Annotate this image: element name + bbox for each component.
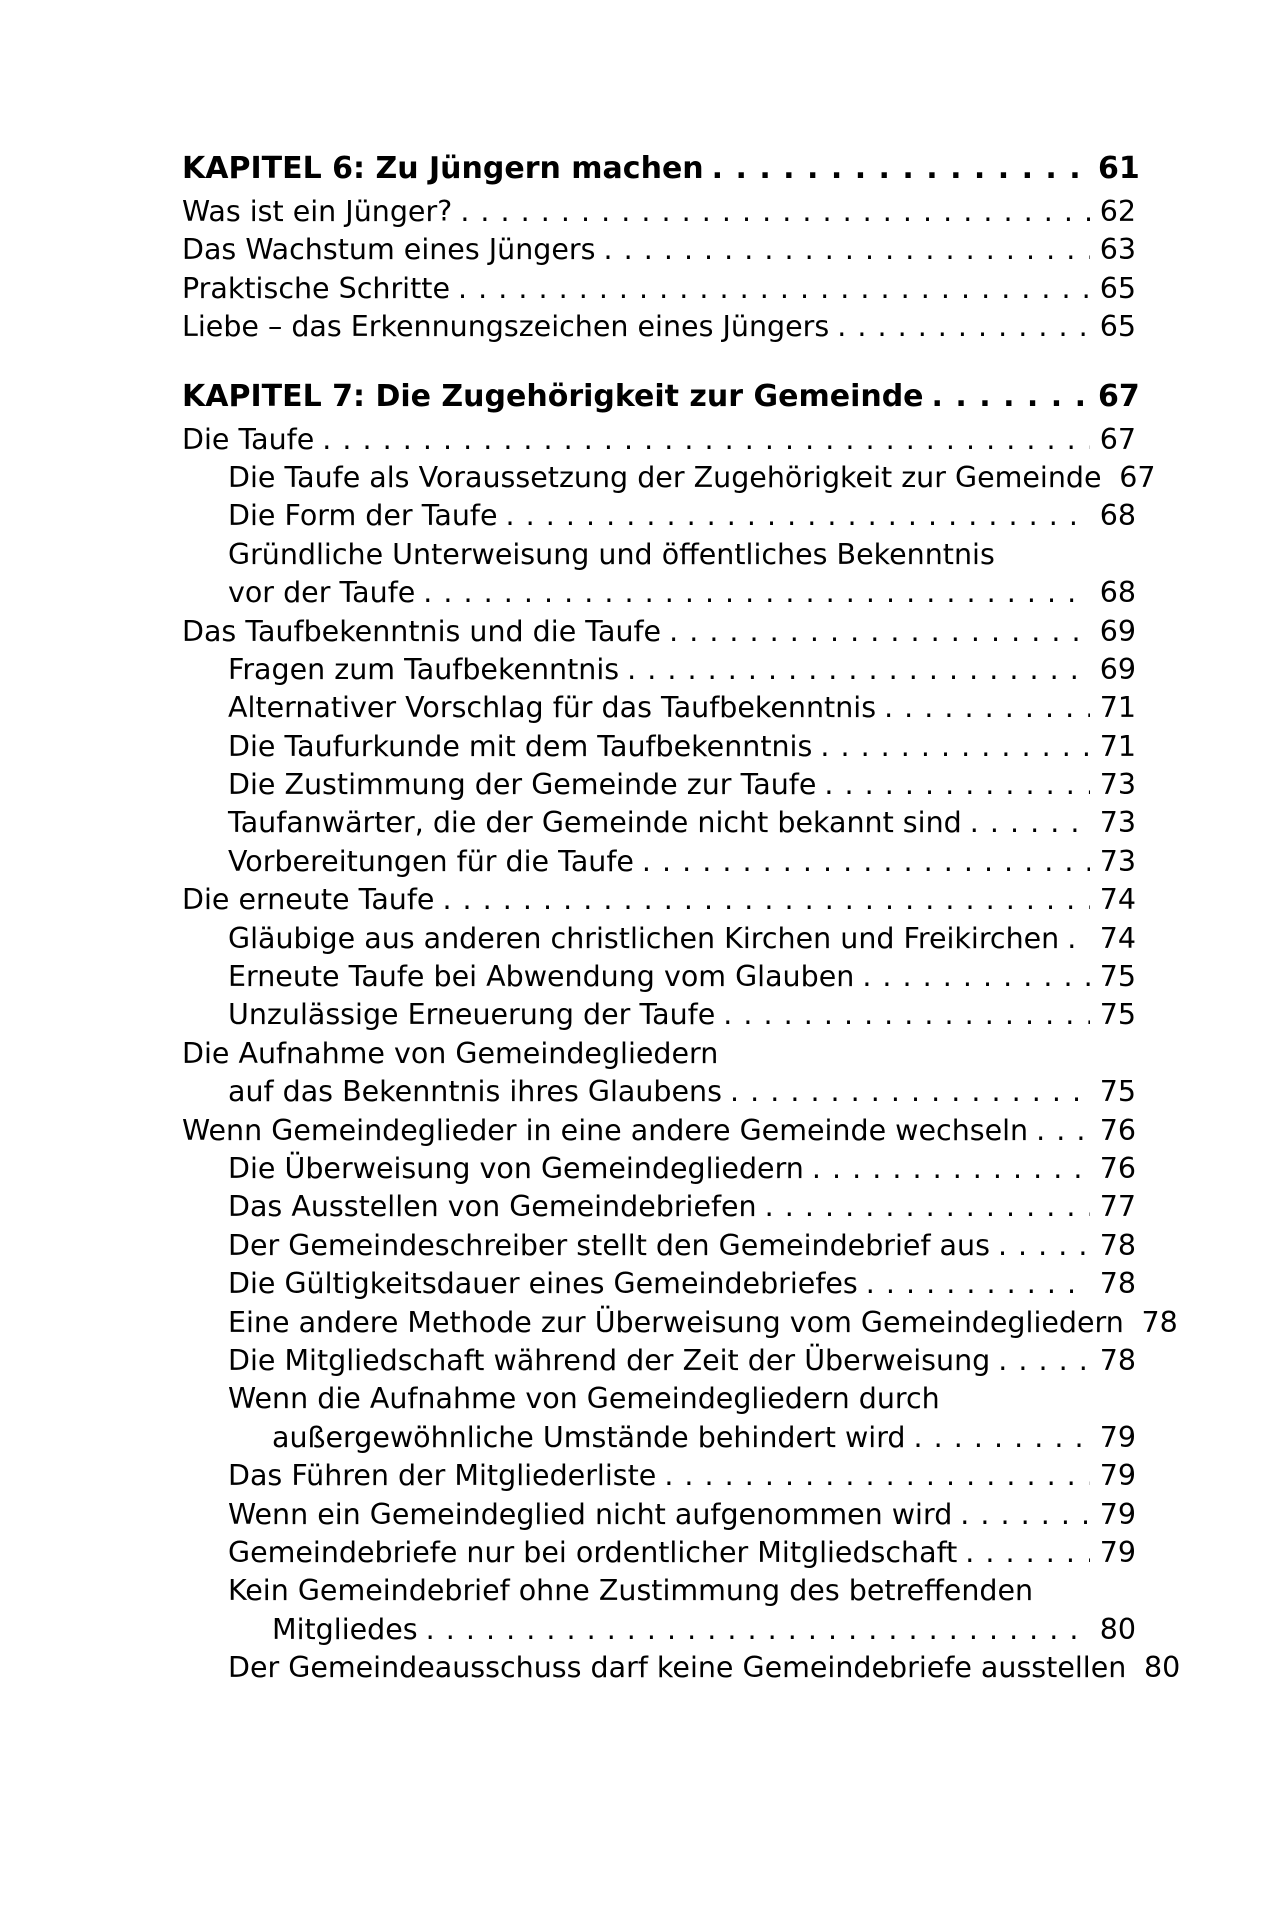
dot-leader bbox=[824, 766, 1090, 804]
toc-entry bbox=[182, 1572, 1136, 1610]
toc-entry bbox=[182, 1073, 1136, 1111]
toc-entry bbox=[182, 1380, 1136, 1418]
toc-entry bbox=[182, 421, 1136, 459]
toc-entry bbox=[182, 1265, 1136, 1303]
toc-entry bbox=[182, 193, 1136, 231]
toc-page-number: 63 bbox=[1099, 233, 1136, 267]
toc-entry-title: Das Führen der Mitgliederliste bbox=[228, 1459, 657, 1493]
dot-leader bbox=[458, 270, 1090, 308]
dot-leader bbox=[730, 1073, 1090, 1111]
toc-entry-title: Das Ausstellen von Gemeindebriefen bbox=[228, 1190, 757, 1224]
toc-entry-title: Erneute Taufe bei Abwendung vom Glauben bbox=[228, 960, 855, 994]
toc-page-number: 69 bbox=[1099, 652, 1136, 686]
dot-leader bbox=[627, 651, 1090, 689]
toc-entry-title: Gründliche Unterweisung und öffentliches Bekenntnis bbox=[228, 537, 995, 571]
toc-entry-title: Die Zustimmung der Gemeinde zur Taufe bbox=[228, 768, 817, 802]
dot-leader bbox=[460, 193, 1090, 231]
toc-entry bbox=[182, 1611, 1136, 1649]
dot-leader bbox=[837, 308, 1090, 346]
toc-entry-title: Gläubige aus anderen christlichen Kirchen und Freikirchen bbox=[228, 921, 1060, 955]
toc-page-number: 75 bbox=[1099, 960, 1136, 994]
dot-leader bbox=[712, 148, 1090, 190]
toc-page-number: 76 bbox=[1099, 1151, 1136, 1185]
toc-entry-title: Vorbereitungen für die Taufe bbox=[228, 844, 634, 878]
dot-leader bbox=[914, 1419, 1090, 1457]
toc-entry-title: Die Taufe als Voraussetzung der Zugehörigkeit zur Gemeinde bbox=[228, 460, 1102, 494]
toc-chapter-entry bbox=[182, 148, 1140, 190]
toc-page-number: 75 bbox=[1099, 1075, 1136, 1109]
toc-page-number: 78 bbox=[1099, 1343, 1136, 1377]
dot-leader bbox=[765, 1188, 1090, 1226]
toc-page-number: 78 bbox=[1099, 1267, 1136, 1301]
toc-entry bbox=[182, 1534, 1136, 1572]
dot-leader bbox=[862, 958, 1090, 996]
dot-leader bbox=[603, 231, 1090, 269]
dot-leader bbox=[1036, 1112, 1090, 1150]
toc-page-number: 79 bbox=[1099, 1420, 1136, 1454]
dot-leader bbox=[812, 1150, 1090, 1188]
toc-page-number: 68 bbox=[1099, 499, 1136, 533]
toc-page-number: 80 bbox=[1144, 1651, 1181, 1685]
toc-entry-title: Taufanwärter, die der Gemeinde nicht bekannt sind bbox=[228, 806, 962, 840]
toc-entry-title: Die Taufurkunde mit dem Taufbekenntnis bbox=[228, 729, 813, 763]
toc-page-number: 78 bbox=[1099, 1228, 1136, 1262]
dot-leader bbox=[884, 689, 1090, 727]
toc-entry bbox=[182, 881, 1136, 919]
toc-entry-title: Die Aufnahme von Gemeindegliedern bbox=[182, 1036, 719, 1070]
toc-entry-title: Wenn die Aufnahme von Gemeindegliedern durch bbox=[228, 1382, 940, 1416]
toc-entry bbox=[182, 1649, 1181, 1687]
toc-entry bbox=[182, 804, 1136, 842]
toc-entry bbox=[182, 613, 1136, 651]
toc-entry-title: Der Gemeindeschreiber stellt den Gemeindebrief aus bbox=[228, 1228, 990, 1262]
toc-entry-title: Das Taufbekenntnis und die Taufe bbox=[182, 614, 662, 648]
toc-entry-title: Liebe – das Erkennungszeichen eines Jüngers bbox=[182, 310, 830, 344]
toc-page-number: 67 bbox=[1098, 378, 1140, 414]
dot-leader bbox=[423, 574, 1090, 612]
toc-page-number: 78 bbox=[1141, 1305, 1178, 1339]
toc-chapter-entry bbox=[182, 376, 1140, 418]
toc-entry-title: Mitgliedes bbox=[272, 1612, 418, 1646]
toc-entry-title: KAPITEL 7: Die Zugehörigkeit zur Gemeinde bbox=[182, 378, 924, 414]
dot-leader bbox=[669, 613, 1090, 651]
toc-entry bbox=[182, 689, 1136, 727]
toc-page-number: 76 bbox=[1099, 1113, 1136, 1147]
toc-entry bbox=[182, 1227, 1136, 1265]
toc-entry bbox=[182, 1496, 1136, 1534]
toc-page-number: 65 bbox=[1099, 310, 1136, 344]
dot-leader bbox=[998, 1227, 1090, 1265]
dot-leader bbox=[442, 881, 1090, 919]
toc-page-number: 80 bbox=[1099, 1612, 1136, 1646]
dot-leader bbox=[1067, 920, 1090, 958]
toc-entry bbox=[182, 497, 1136, 535]
dot-leader bbox=[998, 1342, 1090, 1380]
toc-entry bbox=[182, 1035, 1136, 1073]
dot-leader bbox=[322, 421, 1090, 459]
toc-entry-title: Die Überweisung von Gemeindegliedern bbox=[228, 1151, 804, 1185]
toc-entry bbox=[182, 1188, 1136, 1226]
toc-entry-title: Gemeindebriefe nur bei ordentlicher Mitgliedschaft bbox=[228, 1535, 958, 1569]
toc-entry-title: Eine andere Methode zur Überweisung vom Gemeindegliedern bbox=[228, 1305, 1124, 1339]
toc-entry-title: Der Gemeindeausschuss darf keine Gemeindebriefe ausstellen bbox=[228, 1651, 1127, 1685]
toc-entry-title: Was ist ein Jünger? bbox=[182, 195, 453, 228]
toc-page-number: 68 bbox=[1099, 576, 1136, 610]
toc-page-number: 79 bbox=[1099, 1535, 1136, 1569]
dot-leader bbox=[970, 804, 1090, 842]
dot-leader bbox=[723, 996, 1090, 1034]
toc-page-number: 73 bbox=[1099, 768, 1136, 802]
toc-entry bbox=[182, 270, 1136, 308]
toc-page-number: 74 bbox=[1099, 883, 1136, 917]
toc-page-number: 73 bbox=[1099, 806, 1136, 840]
dot-leader bbox=[820, 728, 1090, 766]
toc-page-number: 79 bbox=[1099, 1497, 1136, 1531]
toc-entry bbox=[182, 308, 1136, 346]
toc-entry bbox=[182, 996, 1136, 1034]
toc-page-number: 73 bbox=[1099, 844, 1136, 878]
toc-entry bbox=[182, 459, 1156, 497]
dot-leader bbox=[642, 843, 1090, 881]
toc-page-number: 75 bbox=[1099, 998, 1136, 1032]
dot-leader bbox=[664, 1457, 1090, 1495]
toc-page-number: 79 bbox=[1099, 1459, 1136, 1493]
toc-page-number: 67 bbox=[1099, 422, 1136, 456]
dot-leader bbox=[426, 1611, 1090, 1649]
toc-entry-title: Die Gültigkeitsdauer eines Gemeindebriefes bbox=[228, 1267, 858, 1301]
toc-entry-title: außergewöhnliche Umstände behindert wird bbox=[272, 1420, 906, 1454]
toc-entry-title: Die Form der Taufe bbox=[228, 499, 498, 533]
toc-entry-title: Die erneute Taufe bbox=[182, 883, 435, 917]
toc-entry bbox=[182, 1419, 1136, 1457]
toc-entry-title: Das Wachstum eines Jüngers bbox=[182, 233, 596, 267]
table-of-contents bbox=[182, 148, 1181, 1687]
toc-entry-title: Fragen zum Taufbekenntnis bbox=[228, 652, 620, 686]
toc-page-number: 71 bbox=[1099, 729, 1136, 763]
toc-entry-title: Wenn Gemeindeglieder in eine andere Gemeinde wechseln bbox=[182, 1113, 1029, 1147]
toc-entry-title: vor der Taufe bbox=[228, 576, 416, 610]
toc-page-number: 67 bbox=[1119, 460, 1156, 494]
dot-leader bbox=[506, 497, 1091, 535]
toc-entry bbox=[182, 651, 1136, 689]
toc-page-number: 65 bbox=[1099, 271, 1136, 305]
toc-entry bbox=[182, 231, 1136, 269]
toc-entry bbox=[182, 1304, 1178, 1342]
toc-entry-title: KAPITEL 6: Zu Jüngern machen bbox=[182, 151, 704, 186]
toc-entry bbox=[182, 958, 1136, 996]
dot-leader bbox=[932, 376, 1090, 418]
toc-entry bbox=[182, 574, 1136, 612]
toc-entry bbox=[182, 920, 1136, 958]
toc-entry-title: Praktische Schritte bbox=[182, 271, 450, 305]
toc-page-number: 62 bbox=[1099, 195, 1136, 228]
toc-page-number: 69 bbox=[1099, 614, 1136, 648]
toc-entry-title: Unzulässige Erneuerung der Taufe bbox=[228, 998, 716, 1032]
toc-page-number: 74 bbox=[1099, 921, 1136, 955]
toc-entry bbox=[182, 1150, 1136, 1188]
toc-entry-title: Die Mitgliedschaft während der Zeit der Überweisung bbox=[228, 1343, 991, 1377]
toc-entry bbox=[182, 1112, 1136, 1150]
toc-page-number: 61 bbox=[1098, 151, 1140, 186]
toc-entry-title: Wenn ein Gemeindeglied nicht aufgenommen wird bbox=[228, 1497, 953, 1531]
dot-leader bbox=[866, 1265, 1090, 1303]
toc-entry-title: Die Taufe bbox=[182, 422, 315, 456]
toc-page-number: 77 bbox=[1099, 1190, 1136, 1224]
toc-entry bbox=[182, 1342, 1136, 1380]
dot-leader bbox=[965, 1534, 1090, 1572]
toc-entry-title: auf das Bekenntnis ihres Glaubens bbox=[228, 1075, 722, 1109]
toc-entry bbox=[182, 1457, 1136, 1495]
toc-entry bbox=[182, 766, 1136, 804]
toc-entry-title: Alternativer Vorschlag für das Taufbekenntnis bbox=[228, 691, 877, 725]
toc-entry-title: Kein Gemeindebrief ohne Zustimmung des betreffenden bbox=[228, 1574, 1034, 1608]
toc-entry bbox=[182, 843, 1136, 881]
dot-leader bbox=[960, 1496, 1090, 1534]
toc-entry bbox=[182, 536, 1136, 574]
toc-page-number: 71 bbox=[1099, 691, 1136, 725]
toc-entry bbox=[182, 728, 1136, 766]
